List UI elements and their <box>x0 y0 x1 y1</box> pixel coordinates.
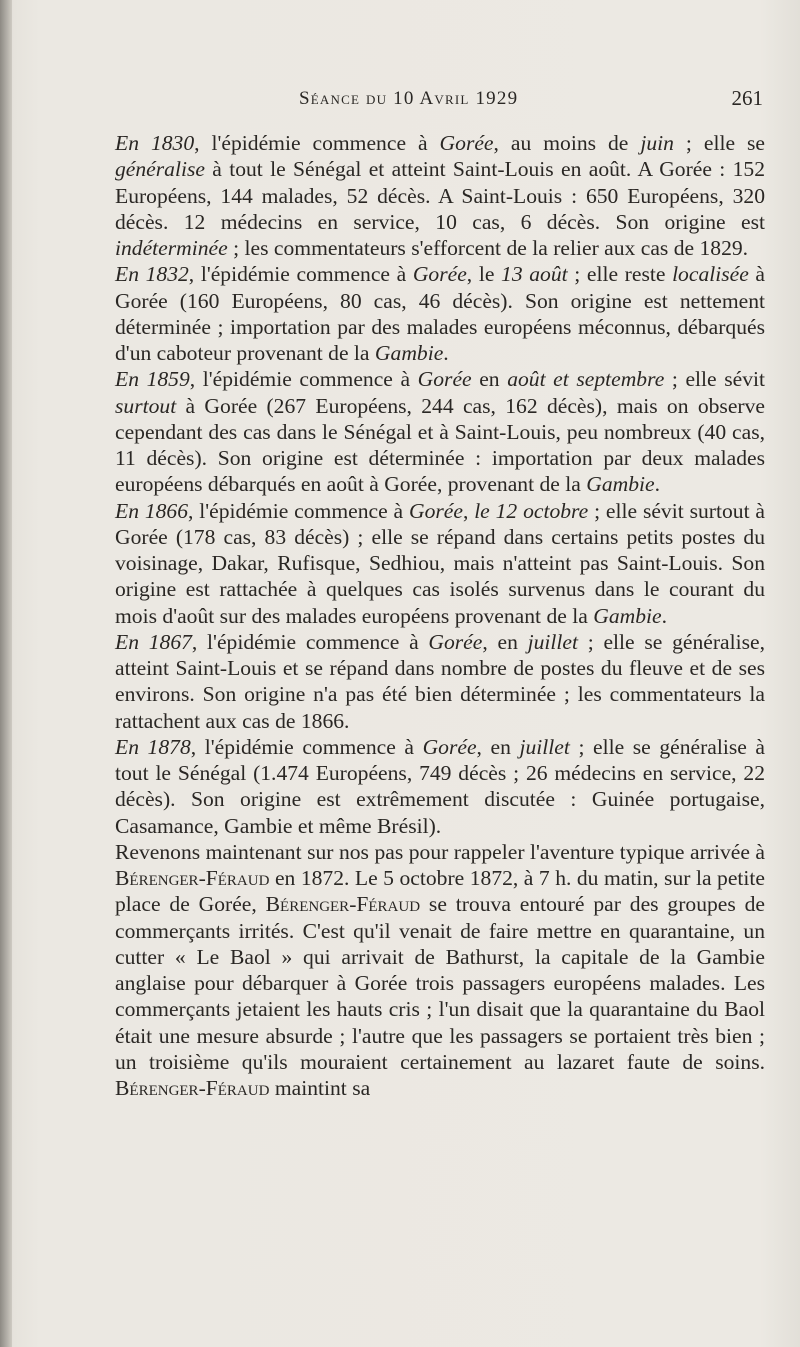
text-run: ; les commentateurs s'efforcent de la relier aux cas de 1829. <box>227 236 749 260</box>
page-number: 261 <box>731 86 763 110</box>
paragraph-1830 <box>115 130 765 261</box>
paragraph-1878 <box>115 734 765 839</box>
text-run: en 1872. Le 5 octobre 1872, à 7 h. du matin, sur la petite place de Gorée, <box>115 866 765 917</box>
emphasis: juin <box>640 131 674 155</box>
emphasis: juillet <box>527 629 578 654</box>
place-name: Gorée <box>408 498 463 523</box>
emphasis: surtout <box>115 393 177 418</box>
text-run: maintint sa <box>269 1076 371 1100</box>
year-lead: En 1867 <box>115 629 192 654</box>
emphasis: indéterminée <box>115 236 228 260</box>
place-name: Gorée <box>412 262 467 287</box>
place-name: Gorée <box>422 734 477 759</box>
author-name: Bérenger-Féraud <box>115 1076 270 1100</box>
text-run: , <box>462 498 475 523</box>
text-run: . <box>654 472 661 497</box>
emphasis: 13 août <box>501 262 568 287</box>
place-name: Gambie <box>593 603 662 628</box>
text-run: , l'épidémie commence à <box>189 367 418 392</box>
text-run: en <box>471 367 508 392</box>
page-header <box>115 86 765 118</box>
text-run: à Gorée (267 Européens, 244 cas, 162 décès), mais on observe cependant des cas dans le Sénégal et à Saint-Louis, peu nombreux (40 cas, 11 décès). Son origine est déterminée : importation par deux malades européens débarqués en août à Gorée, provenant de la <box>115 393 765 497</box>
text-run: ; elle se généralise à tout le Sénégal (1.474 Européens, 749 décès ; 26 médecins en service, 22 décès). Son origine est extrêmement discutée : Guinée portugaise, Casamance, Gambie et même Brésil). <box>115 734 765 838</box>
text-run: , l'épidémie commence à <box>190 734 423 759</box>
text-run: , l'épidémie commence à <box>188 498 409 523</box>
text-run: ; elle se généralise, atteint Saint-Louis et se répand dans nombre de postes du fleuve et de ses environs. Son origine n'a pas été bien déterminée ; les commentateurs la rattachent aux cas de 1866. <box>115 629 766 733</box>
paragraph-1866 <box>115 498 765 629</box>
text-run: se trouva entouré par des groupes de commerçants irrités. C'est qu'il venait de faire mettre en quarantaine, un cutter « Le Baol » qui arrivait de Bathurst, la capitale de la Gambie anglaise pour débarquer à Gorée trois passagers européens malades. Les commerçants jetaient les hauts cris ; l'un disait que la quarantaine du Baol était une mesure absurde ; l'autre que les passagers se portaient très bien ; un troisième qu'ils mouraient certainement au lazaret faute de soins. <box>115 892 765 1074</box>
author-name: Bérenger-Féraud <box>115 866 270 890</box>
paragraph-1832 <box>115 261 765 366</box>
year-lead: En 1878 <box>115 734 191 759</box>
emphasis: juillet <box>519 734 570 759</box>
place-name: Gambie <box>374 341 444 365</box>
text-run: ; elle sévit surtout à Gorée (178 cas, 83 décès) ; elle se répand dans certains petits postes du voisinage, Dakar, Rufisque, Sedhiou, mais n'atteint pas Saint-Louis. Son origine est rattachée à quelques cas isolés survenus dans le courant du mois d'août sur des malades européens provenant de la <box>115 498 765 628</box>
text-run: , au moins de <box>493 131 641 155</box>
place-name: Gorée <box>439 131 494 155</box>
place-name: Gorée <box>428 629 483 654</box>
text-run: à Gorée (160 Européens, 80 cas, 46 décès). Son origine est nettement déterminée ; importation par des malades européens méconnus, débarqués d'un caboteur provenant de la <box>115 262 766 365</box>
paragraph-1859 <box>115 366 765 497</box>
text-run: . <box>443 341 449 365</box>
emphasis: généralise <box>115 157 205 182</box>
year-lead: En 1859 <box>115 367 190 392</box>
year-lead: En 1866 <box>115 498 189 523</box>
text-run: à tout le Sénégal et atteint Saint-Louis en août. A Gorée : 152 Européens, 144 malades, 52 décès. A Saint-Louis : 650 Européens, 320 décès. 12 médecins en service, 10 cas, 6 décès. Son origine est <box>115 157 765 234</box>
place-name: Gambie <box>586 472 655 497</box>
running-title: Séance du 10 Avril 1929 <box>299 88 519 109</box>
text-run: ; elle sévit <box>664 367 765 392</box>
emphasis: localisée <box>672 262 749 287</box>
emphasis: août et septembre <box>507 367 665 392</box>
place-name: Gorée <box>417 367 472 392</box>
emphasis: le 12 octobre <box>474 498 589 523</box>
text-run: . <box>661 603 667 628</box>
year-lead: En 1830 <box>115 131 195 155</box>
text-run: ; elle reste <box>567 262 673 287</box>
text-run: , le <box>466 262 502 287</box>
author-name: Bérenger-Féraud <box>265 892 421 917</box>
year-lead: En 1832 <box>115 262 189 287</box>
text-run: , l'épidémie commence à <box>191 629 429 654</box>
text-run: , en <box>482 629 528 654</box>
paragraph-1867 <box>115 629 765 734</box>
text-run: , l'épidémie commence à <box>188 262 413 287</box>
body-text <box>115 130 765 1101</box>
binding-gutter <box>0 0 12 1347</box>
text-run: , l'épidémie commence à <box>194 131 440 155</box>
text-run: , en <box>476 734 520 759</box>
paragraph-berenger-feraud <box>115 839 765 1102</box>
text-run: Revenons maintenant sur nos pas pour rappeler l'aventure typique arrivée à <box>115 839 765 864</box>
text-run: ; elle se <box>673 131 765 155</box>
